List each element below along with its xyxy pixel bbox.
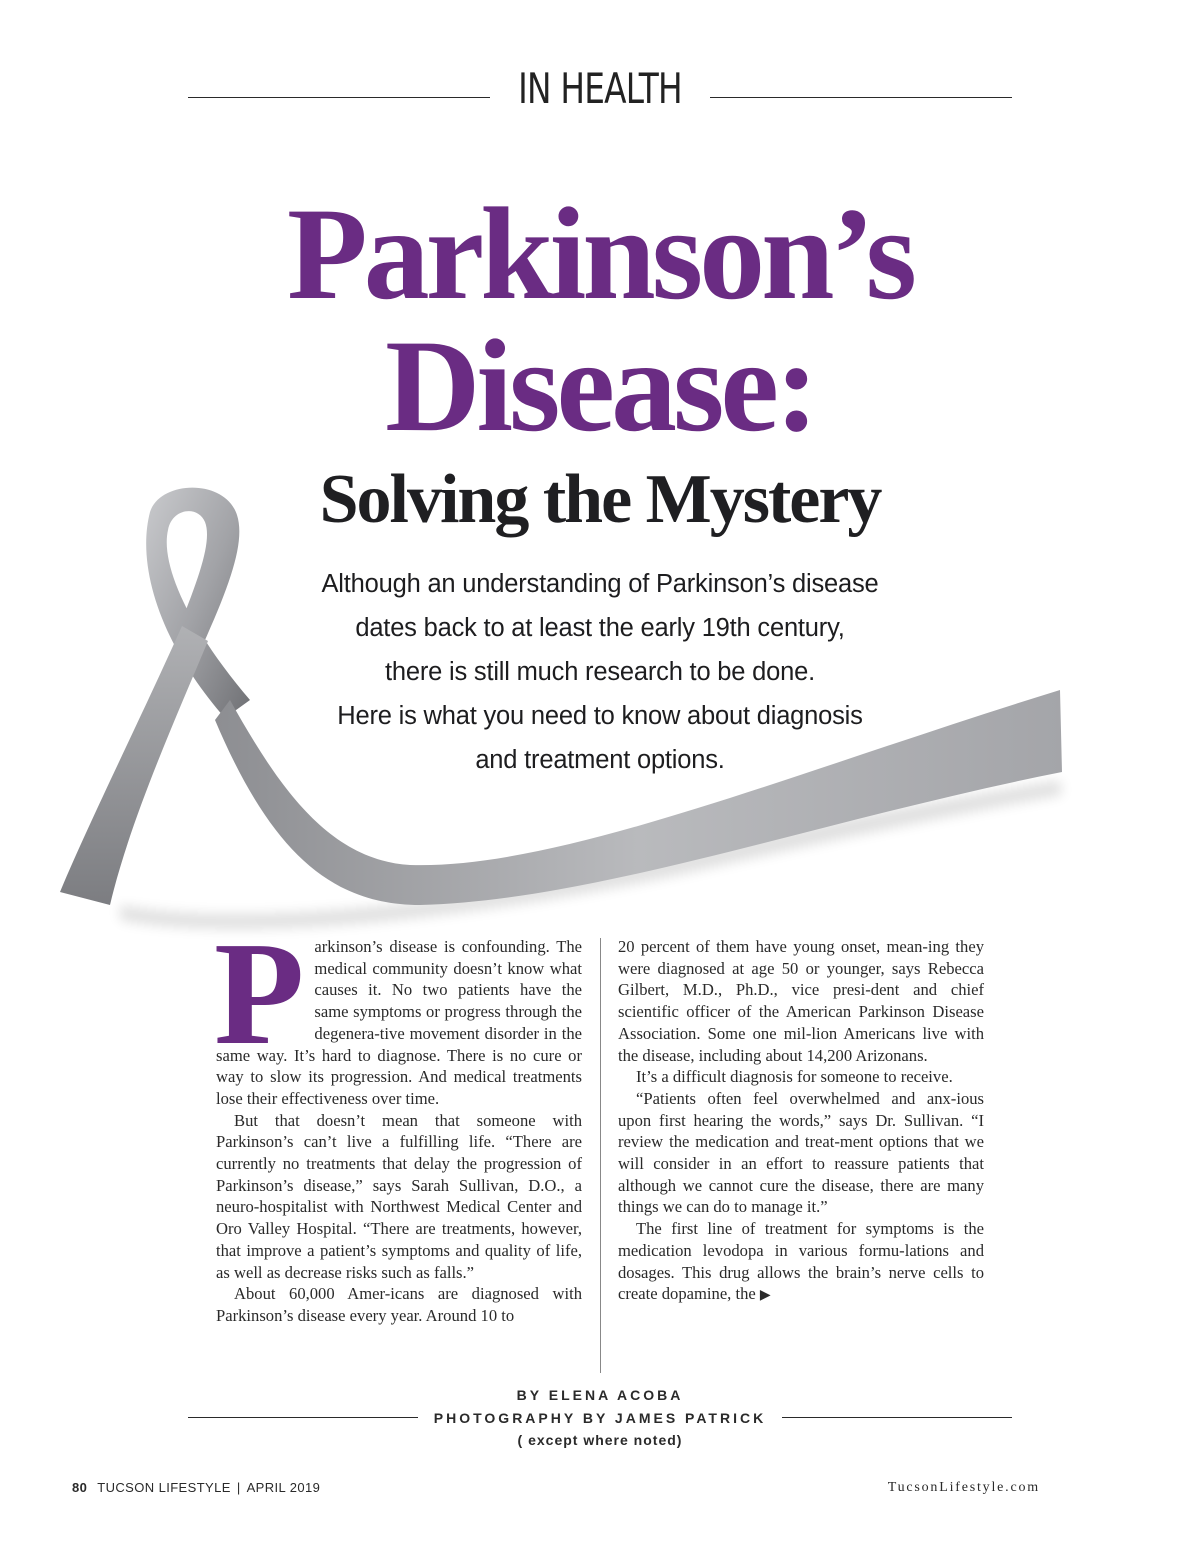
publication-name: TUCSON LIFESTYLE	[97, 1480, 231, 1495]
page-number: 80	[72, 1480, 88, 1495]
headline-line-2: Disease:	[385, 312, 815, 459]
column-divider	[600, 938, 601, 1373]
dek-line: dates back to at least the early 19th century,	[355, 614, 845, 642]
footer-separator: |	[236, 1480, 241, 1495]
dek-line: and treatment options.	[475, 746, 725, 774]
drop-cap: P	[214, 912, 305, 1076]
issue-date: APRIL 2019	[246, 1480, 321, 1495]
headline-line-1: Parkinson’s	[287, 180, 913, 327]
body-column-left	[214, 912, 582, 1327]
dek-line: Although an understanding of Parkinson’s disease	[321, 570, 879, 598]
body-paragraph: “Patients often feel overwhelmed and anx-ious upon first hearing the words,” says Dr. Sullivan. “I review the medication and treat-ment options that we will consider in an effort to reassure patients that although we cannot cure the disease, there are many things we can do to manage it.”	[618, 1088, 984, 1217]
subtitle: Solving the Mystery	[319, 461, 881, 538]
body-paragraph: But that doesn’t mean that someone with Parkinson’s can’t live a fulfilling life. “There are currently no treatments that delay the progression of Parkinson’s disease,” says Sarah Sullivan, D.O., a neuro-hospitalist with Northwest Medical Center and Oro Valley Hospital. “There are treatments, however, that improve a patient’s symptoms and quality of life, as well as decrease risks such as falls.”	[216, 1110, 582, 1282]
byline-photography: PHOTOGRAPHY BY JAMES PATRICK	[433, 1410, 767, 1426]
body-column-right	[618, 936, 984, 1307]
website-url[interactable]: TucsonLifestyle.com	[887, 1480, 1040, 1495]
continue-arrow-icon: ▶	[759, 1288, 771, 1304]
body-paragraph: The first line of treatment for symptoms is the medication levodopa in various formu-lations and dosages. This drug allows the brain’s nerve cells to create dopamine, the ▶	[618, 1219, 984, 1304]
body-paragraph: 20 percent of them have young onset, mean-ing they were diagnosed at age 50 or younger, says Rebecca Gilbert, M.D., Ph.D., vice presi-dent and chief scientific officer of the American Parkinson Disease Association. Some one mil-lion Americans live with the disease, including about 14,200 Arizonans.	[618, 937, 984, 1065]
page-footer-left	[72, 1480, 320, 1495]
section-label: IN HEALTH	[518, 64, 682, 113]
byline-author: BY ELENA ACOBA	[516, 1387, 684, 1403]
body-paragraph: About 60,000 Amer-icans are diagnosed with Parkinson’s disease every year. Around 10 to	[216, 1284, 582, 1325]
byline-note: ( except where noted)	[517, 1432, 683, 1448]
body-paragraph: Parkinson’s disease is confounding. The medical community doesn’t know what causes it. No two patients have the same symptoms or progress through the degenera-tive movement disorder in the same way. It’s hard to diagnose. There is no cure or way to slow its progression. And medical treatments lose their effectiveness over time.	[214, 912, 582, 1108]
body-paragraph: It’s a difficult diagnosis for someone to receive.	[636, 1067, 953, 1087]
dek-paragraph	[250, 562, 950, 782]
dek-line: there is still much research to be done.	[385, 658, 815, 686]
dek-line: Here is what you need to know about diagnosis	[337, 702, 863, 730]
